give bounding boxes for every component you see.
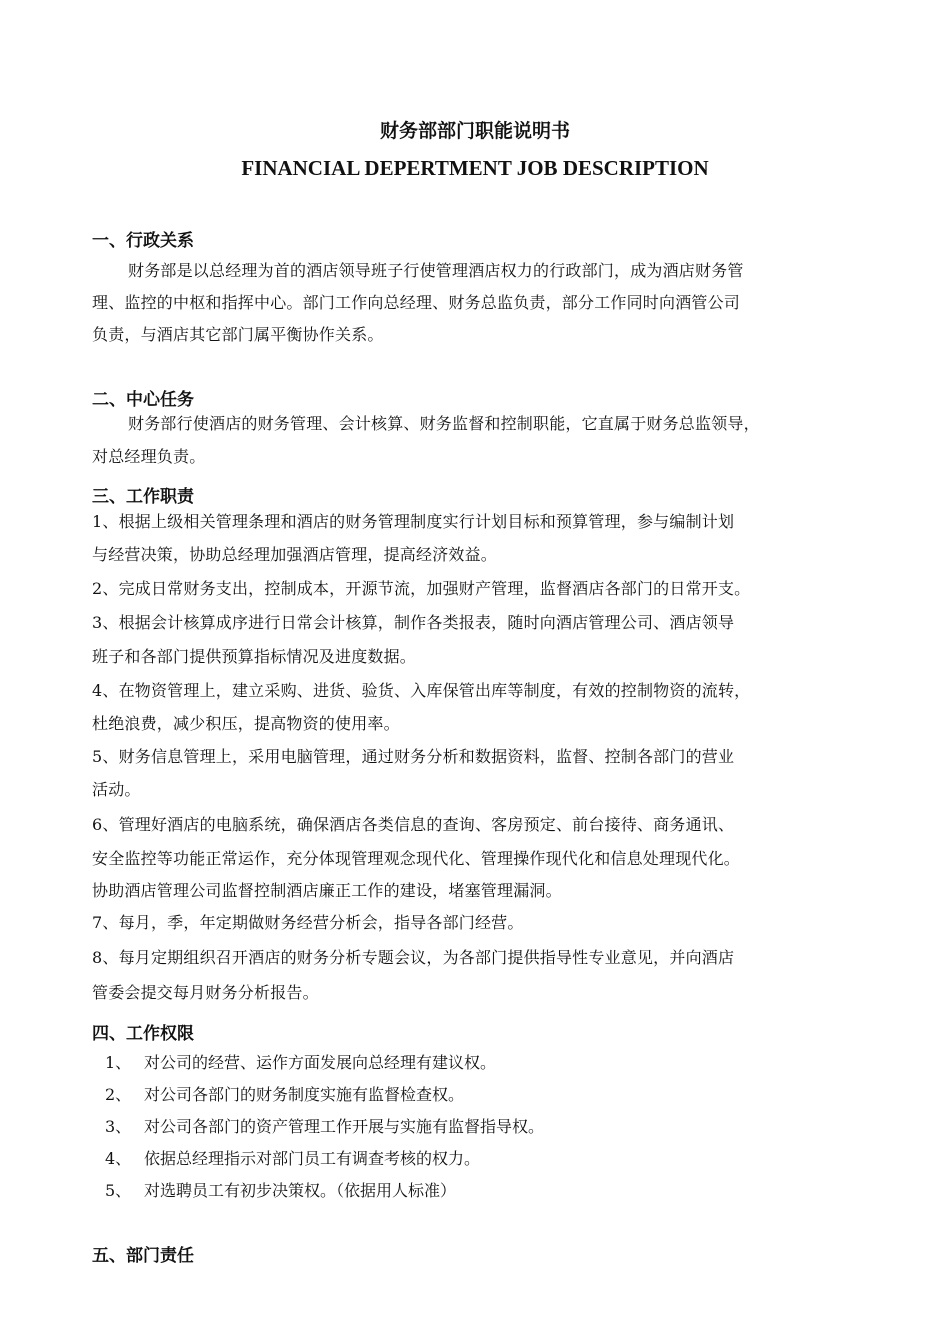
list-item-number: 4、 <box>105 1149 132 1168</box>
paragraph-line: 对总经理负责。 <box>92 447 206 466</box>
section-heading-administrative-relations: 一、行政关系 <box>92 231 194 251</box>
list-item-number: 3、 <box>105 1117 132 1136</box>
duty-line: 班子和各部门提供预算指标情况及进度数据。 <box>92 647 417 666</box>
list-item: 对公司各部门的资产管理工作开展与实施有监督指导权。 <box>144 1117 545 1136</box>
section-heading-central-task: 二、中心任务 <box>92 390 194 410</box>
section-heading-department-responsibility: 五、部门责任 <box>92 1246 194 1266</box>
duty-line: 安全监控等功能正常运作，充分体现管理观念现代化、管理操作现代化和信息处理现代化。 <box>92 849 741 868</box>
duty-line: 管委会提交每月财务分析报告。 <box>92 983 319 1002</box>
duty-line: 3、根据会计核算成序进行日常会计核算，制作各类报表，随时向酒店管理公司、酒店领导 <box>92 613 735 632</box>
duty-line: 活动。 <box>92 780 141 799</box>
duty-line: 与经营决策，协助总经理加强酒店管理，提高经济效益。 <box>92 545 498 564</box>
document-title-cn: 财务部部门职能说明书 <box>379 120 570 142</box>
list-item: 对公司的经营、运作方面发展向总经理有建议权。 <box>144 1053 497 1072</box>
duty-line: 8、每月定期组织召开酒店的财务分析专题会议，为各部门提供指导性专业意见，并向酒店 <box>92 948 735 967</box>
list-item: 对公司各部门的财务制度实施有监督检查权。 <box>144 1085 465 1104</box>
list-item: 依据总经理指示对部门员工有调查考核的权力。 <box>144 1149 481 1168</box>
paragraph-line: 负责，与酒店其它部门属平衡协作关系。 <box>92 325 384 344</box>
duty-line: 2、完成日常财务支出，控制成本，开源节流，加强财产管理，监督酒店各部门的日常开支。 <box>92 579 751 598</box>
duty-line: 杜绝浪费，减少积压，提高物资的使用率。 <box>92 714 400 733</box>
list-item: 对选聘员工有初步决策权。（依据用人标准） <box>144 1181 457 1200</box>
duty-line: 5、财务信息管理上，采用电脑管理，通过财务分析和数据资料，监督、控制各部门的营业 <box>92 747 735 766</box>
list-item-number: 1、 <box>105 1053 132 1072</box>
duty-line: 4、在物资管理上，建立采购、进货、验货、入库保管出库等制度，有效的控制物资的流转， <box>92 681 751 700</box>
duty-line: 1、根据上级相关管理条理和酒店的财务管理制度实行计划目标和预算管理，参与编制计划 <box>92 512 735 531</box>
list-item-number: 2、 <box>105 1085 132 1104</box>
section-heading-responsibilities: 三、工作职责 <box>92 487 194 507</box>
paragraph-line: 财务部是以总经理为首的酒店领导班子行使管理酒店权力的行政部门，成为酒店财务管 <box>128 261 744 280</box>
paragraph-line: 理、监控的中枢和指挥中心。部门工作向总经理、财务总监负责，部分工作同时向酒管公司 <box>92 293 741 312</box>
list-item-number: 5、 <box>105 1181 132 1200</box>
paragraph-line: 财务部行使酒店的财务管理、会计核算、财务监督和控制职能，它直属于财务总监领导， <box>128 414 760 433</box>
duty-line: 6、管理好酒店的电脑系统，确保酒店各类信息的查询、客房预定、前台接待、商务通讯、 <box>92 815 735 834</box>
duty-line: 协助酒店管理公司监督控制酒店廉正工作的建设，堵塞管理漏洞。 <box>92 881 562 900</box>
document-title-en: FINANCIAL DEPERTMENT JOB DESCRIPTION <box>241 156 709 180</box>
duty-line: 7、每月，季，年定期做财务经营分析会，指导各部门经营。 <box>92 913 524 932</box>
section-heading-authority: 四、工作权限 <box>92 1024 194 1044</box>
